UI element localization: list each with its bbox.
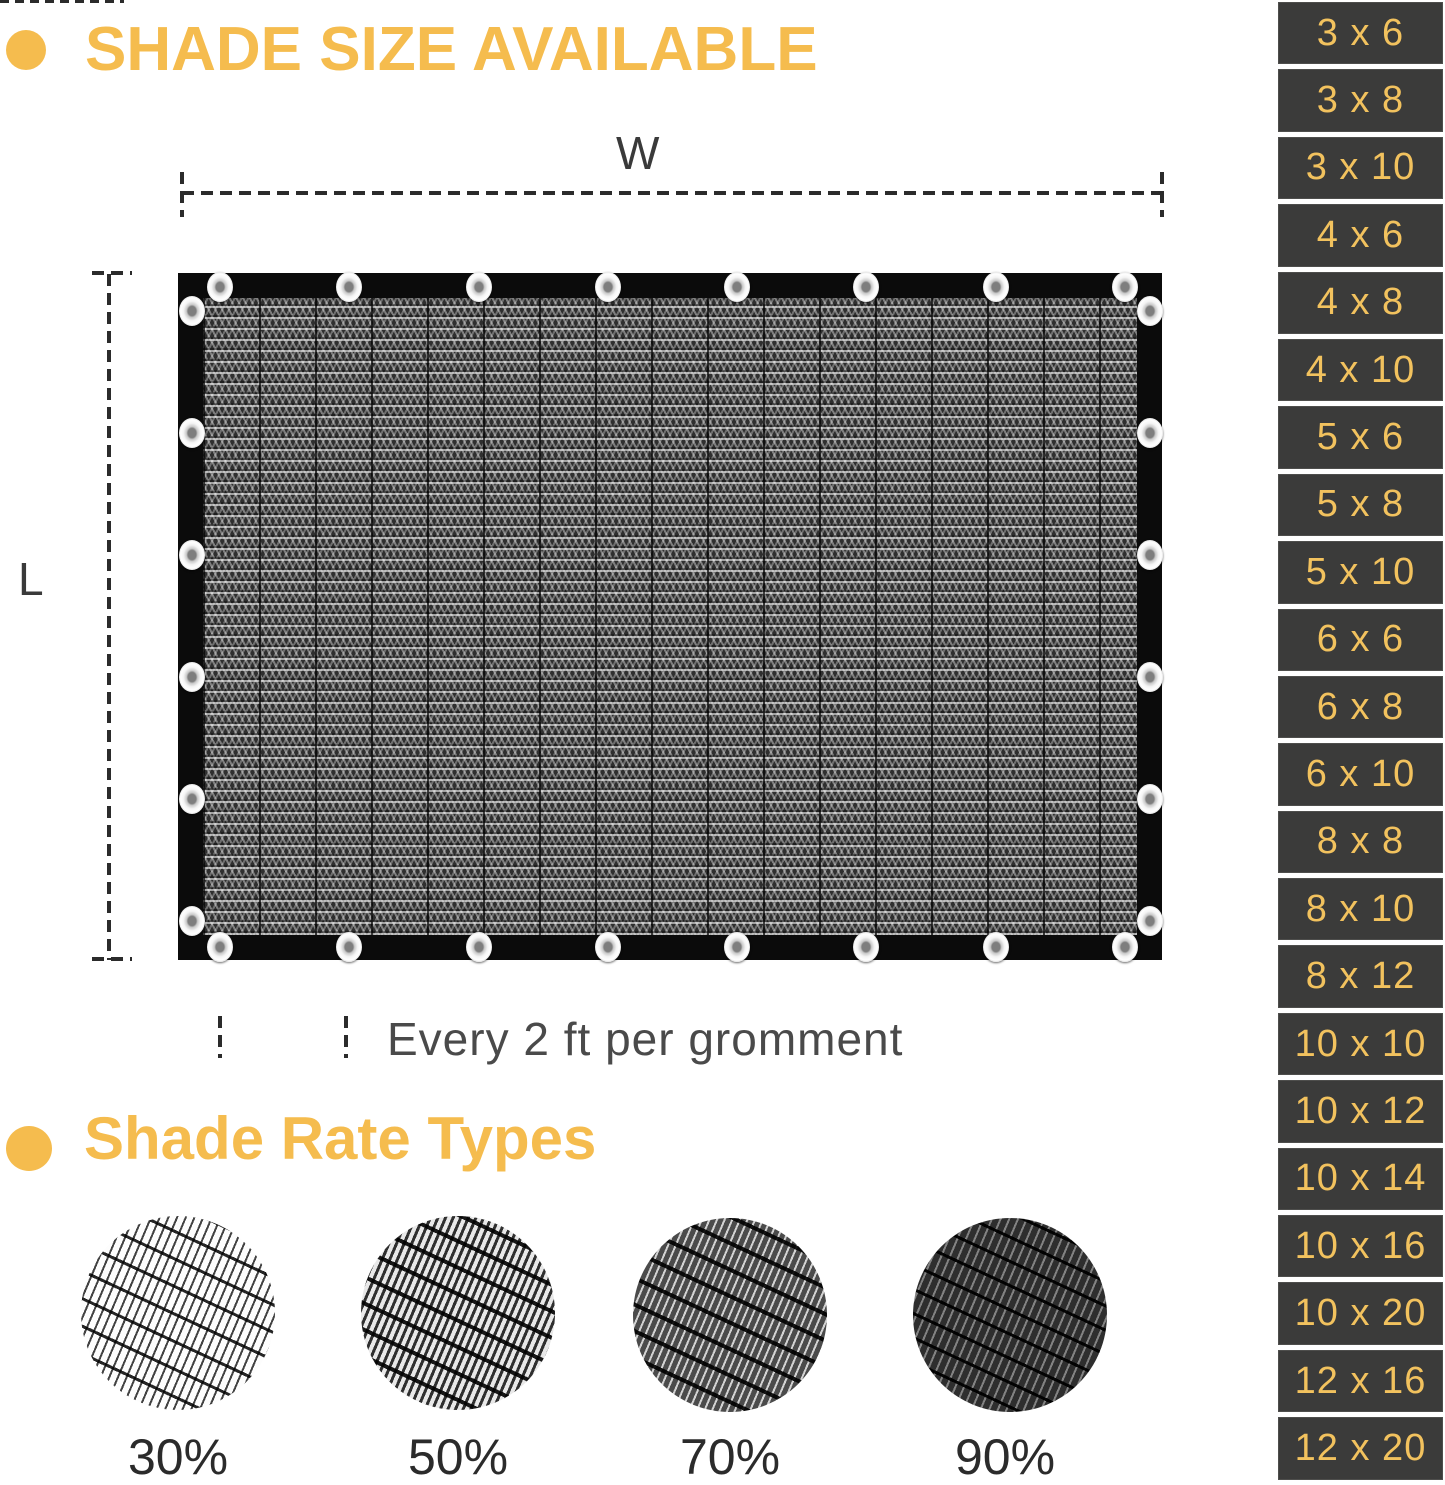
- grommet-spacing-note: Every 2 ft per gromment: [387, 1013, 904, 1065]
- grommet-icon: [724, 272, 750, 302]
- grommet-icon: [179, 540, 205, 570]
- shade-rate-label: 90%: [954, 1429, 1056, 1485]
- size-option: 3 x 6: [1278, 2, 1443, 64]
- grommet-icon: [983, 932, 1009, 962]
- width-dimension-tick-left: [180, 172, 184, 217]
- grommet-icon: [207, 272, 233, 302]
- grommet-spacing-tick-left: [218, 1016, 222, 1058]
- size-option: 6 x 10: [1278, 743, 1443, 805]
- shade-rate-label: 70%: [679, 1429, 781, 1485]
- size-option: 8 x 12: [1278, 945, 1443, 1007]
- size-option: 12 x 20: [1278, 1417, 1443, 1479]
- size-option: 8 x 8: [1278, 811, 1443, 873]
- width-dimension-line: [182, 191, 1162, 195]
- grommet-icon: [595, 272, 621, 302]
- grommet-icon: [336, 932, 362, 962]
- grommet-icon: [1137, 418, 1163, 448]
- grommet-icon: [1112, 932, 1138, 962]
- size-options-list: [1278, 2, 1443, 1480]
- shade-rate-label: 30%: [127, 1429, 229, 1485]
- shade-rate-swatch-50: [361, 1216, 555, 1410]
- size-option: 10 x 10: [1278, 1013, 1443, 1075]
- length-dimension-line: [107, 274, 111, 960]
- size-option: 8 x 10: [1278, 878, 1443, 940]
- grommet-icon: [466, 932, 492, 962]
- grommet-row-bottom: [207, 932, 1138, 962]
- grommet-icon: [1137, 784, 1163, 814]
- size-option: 12 x 16: [1278, 1350, 1443, 1412]
- size-section-title: SHADE SIZE AVAILABLE: [85, 15, 818, 84]
- grommet-icon: [1137, 662, 1163, 692]
- grommet-icon: [595, 932, 621, 962]
- rate-section-title: Shade Rate Types: [84, 1105, 597, 1172]
- grommet-icon: [1137, 296, 1163, 326]
- grommet-icon: [179, 418, 205, 448]
- grommet-icon: [336, 272, 362, 302]
- width-dimension-tick-right: [1160, 172, 1164, 217]
- grommet-icon: [179, 296, 205, 326]
- grommet-icon: [179, 662, 205, 692]
- grommet-spacing-line: [0, 0, 124, 3]
- bullet-dot-icon: [6, 1126, 52, 1171]
- grommet-icon: [466, 272, 492, 302]
- grommet-row-top: [207, 272, 1138, 302]
- grommet-column-right: [1137, 296, 1163, 936]
- size-option: 10 x 16: [1278, 1215, 1443, 1277]
- shade-rate-swatch-70: [633, 1218, 827, 1412]
- grommet-icon: [853, 272, 879, 302]
- size-option: 4 x 8: [1278, 272, 1443, 334]
- size-option: 4 x 6: [1278, 204, 1443, 266]
- grommet-icon: [1112, 272, 1138, 302]
- grommet-icon: [207, 932, 233, 962]
- shade-rate-label: 50%: [407, 1429, 509, 1485]
- shade-mesh-texture: [203, 298, 1137, 935]
- shade-rate-swatch-90: [913, 1218, 1107, 1412]
- shade-rate-swatch-30: [81, 1216, 275, 1410]
- grommet-column-left: [179, 296, 205, 936]
- grommet-icon: [1137, 540, 1163, 570]
- grommet-icon: [179, 906, 205, 936]
- length-dimension-tick-bottom: [92, 957, 132, 961]
- grommet-icon: [1137, 906, 1163, 936]
- size-option: 5 x 10: [1278, 541, 1443, 603]
- grommet-icon: [179, 784, 205, 814]
- size-option: 10 x 20: [1278, 1282, 1443, 1344]
- size-option: 3 x 10: [1278, 137, 1443, 199]
- width-dimension-label: W: [616, 127, 660, 179]
- size-option: 5 x 6: [1278, 406, 1443, 468]
- grommet-spacing-tick-right: [344, 1016, 348, 1058]
- size-option: 4 x 10: [1278, 339, 1443, 401]
- grommet-icon: [724, 932, 750, 962]
- length-dimension-label: L: [18, 553, 44, 605]
- size-option: 3 x 8: [1278, 69, 1443, 131]
- grommet-icon: [853, 932, 879, 962]
- shade-cloth-diagram: [178, 273, 1162, 960]
- size-option: 5 x 8: [1278, 474, 1443, 536]
- size-option: 10 x 14: [1278, 1148, 1443, 1210]
- grommet-icon: [983, 272, 1009, 302]
- bullet-dot-icon: [6, 30, 46, 70]
- size-option: 10 x 12: [1278, 1080, 1443, 1142]
- length-dimension-tick-top: [92, 271, 132, 275]
- size-option: 6 x 6: [1278, 609, 1443, 671]
- size-option: 6 x 8: [1278, 676, 1443, 738]
